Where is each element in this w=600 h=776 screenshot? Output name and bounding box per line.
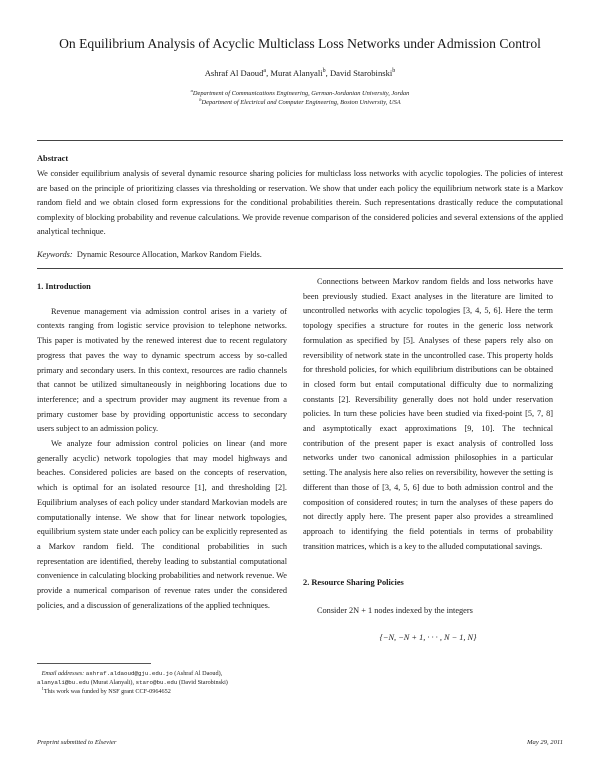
- paragraph: Connections between Markov random fields and loss networks have been previously studied. Exact analyses in the literature are limited to uncontrolled networks with acyclic topologies [3, 4, 5, 6]. Here the term topology specifies a structure for routes in the generic loss network formulation as specified by [5]. Analyses of these papers rely also on reversibility of network state in the uncontrolled case. This property holds for threshold policies, for which equilibrium distributions can be obtained in closed form but entail computational difficulty due to normalizing constants [2]. Reversibility generally does not hold under reservation policies. In turn these policies have been studied via fixed-point [5, 7, 8] and asymptotically exact approximations [9, 10]. The technical contribution of the present paper is exact analysis of controlled loss networks under two canonical admission philosophies in a particular setting. The analysis here also relies on reversibility, however the setting is different than those of [3, 4, 5, 6] due to both admission control and the composition of considered routes; in turn the analyses of these papers do not directly apply here. The present paper also provides a streamlined approach to identifying the field potentials in terms of probability transition matrices, which is a key to the alluded computational savings.: [303, 277, 553, 551]
- funding-footnote: [37, 687, 297, 696]
- footnote-rule: [37, 663, 151, 664]
- abstract-heading: Abstract: [37, 154, 69, 163]
- affil-mark: a: [190, 87, 193, 93]
- author-affil-mark: b: [322, 68, 326, 75]
- author-name: Murat Alanyali: [270, 68, 323, 78]
- email-label: Email addresses:: [41, 670, 85, 677]
- email-footnote: [37, 669, 297, 678]
- abstract-bottom-rule: [37, 268, 563, 269]
- author-name: David Starobinski: [329, 68, 393, 78]
- affiliations: [0, 89, 600, 107]
- email-owner: (David Starobinski): [178, 679, 228, 686]
- author-name: Ashraf Al Daoud: [204, 68, 264, 78]
- node-index-equation: {−N, −N + 1, · · · , N − 1, N}: [379, 632, 477, 642]
- submission-date: May 29, 2011: [527, 739, 563, 746]
- section-heading-introduction: 1. Introduction: [37, 282, 91, 291]
- email-address[interactable]: staro@bu.edu: [135, 679, 178, 686]
- keywords-label: Keywords:: [37, 250, 73, 259]
- left-column: [37, 280, 287, 613]
- section-heading-resource-sharing: 2. Resource Sharing Policies: [303, 578, 404, 588]
- paragraph: Revenue management via admission control arises in a variety of contexts ranging from logistic service provision to telephone networks. This paper is motivated by the renewed interest due to recent regulatory progress that paves the way to dynamic spectrum access by so-called primary and secondary users. In this context, resources are radio channels that cannot be utilized simultaneously in neighboring locations due to interference; and a spectrum provider may augment its revenue from a primary customer base by providing opportunistic access to secondary users subject to an admission policy.: [37, 306, 287, 434]
- funding-text: This work was funded by NSF grant CCF-0964652: [43, 688, 171, 695]
- footnote-mark: 1: [41, 685, 44, 691]
- email-address[interactable]: ashraf.aldaoud@gju.edu.jo: [85, 670, 173, 677]
- author-affil-mark: a: [263, 68, 267, 75]
- author-list: Ashraf Al Daoud$^a$, Murat Alanyali$^b$, David Starobinski$^b$: [204, 68, 396, 78]
- right-column: [303, 275, 553, 645]
- email-owner: (Murat Alanyali),: [90, 679, 135, 686]
- affiliation-line: [0, 98, 600, 107]
- email-owner: (Ashraf Al Daoud),: [174, 670, 223, 677]
- paper-title: On Equilibrium Analysis of Acyclic Multiclass Loss Networks under Admission Control: [59, 36, 541, 51]
- affiliation-text: Department of Electrical and Computer Engineering, Boston University, USA: [201, 99, 401, 106]
- preprint-notice: Preprint submitted to Elsevier: [37, 739, 117, 746]
- affil-mark: b: [199, 96, 202, 102]
- keywords: [37, 250, 563, 259]
- abstract-text: We consider equilibrium analysis of several dynamic resource sharing policies for multiclass loss networks with acyclic topologies. The policies of interest are based on the principle of prioritizing classes via thresholding or reservation. We show that under each policy the equilibrium network state is a Markov random field and we obtain closed form expressions for the conditional probabilities therein. Such representations drastically reduce the computational complexity of blocking probability and revenue calculations. We provide revenue comparison of the considered policies and several extensions of the applied analytical technique.: [37, 169, 563, 237]
- author-affil-mark: b: [392, 68, 396, 75]
- affiliation-text: Department of Communications Engineering, German-Jordanian University, Jordan: [192, 90, 410, 97]
- paragraph: We analyze four admission control policies on linear (and more generally acyclic) network topologies that may model highways and beaches. Considered policies are based on the concepts of reservation, which is optimal for an isolated resource [1], and thresholding [2]. Equilibrium analyses of each policy under standard Markovian models are computationally intense. We show that for linear network topologies, equilibrium system state under each policy can be explicitly represented as a Markov random field. The conditional probabilities in such representation are identified, thereby leading to substantial computational convenience in calculating blocking probabilities and network revenue. We provide a numerical comparison of revenue rates under the considered policies, and a discussion of generalizations of the applied techniques.: [37, 439, 287, 610]
- abstract-top-rule: [37, 140, 563, 141]
- email-address[interactable]: alanyali@bu.edu: [37, 679, 90, 686]
- footnotes: [37, 669, 297, 696]
- affiliation-line: [0, 89, 600, 98]
- email-footnote-cont: [37, 678, 297, 687]
- keywords-text: Dynamic Resource Allocation, Markov Random Fields.: [76, 250, 262, 259]
- paragraph: Consider 2N + 1 nodes indexed by the integers: [317, 606, 473, 616]
